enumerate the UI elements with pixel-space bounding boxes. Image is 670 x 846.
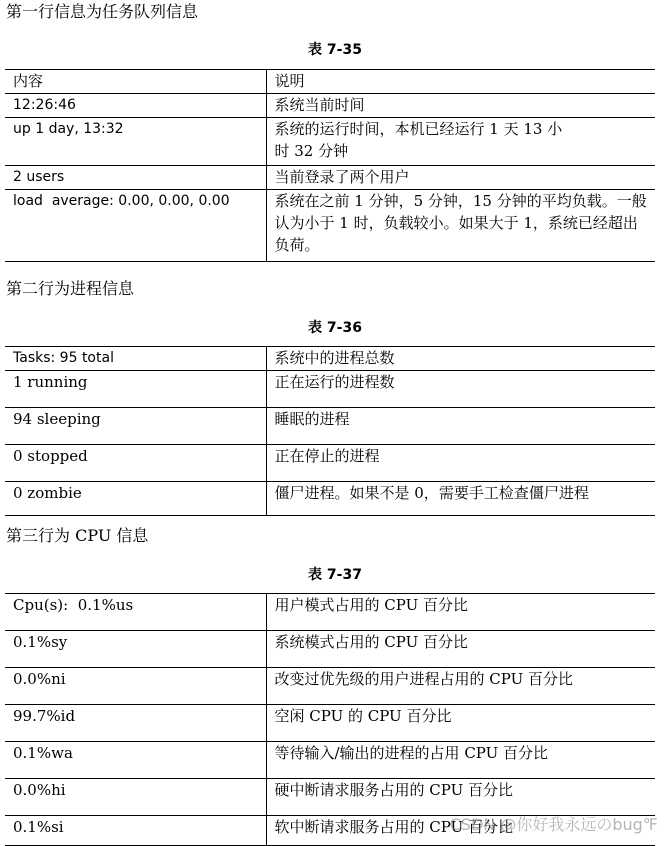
table-row xyxy=(5,445,655,482)
table-cell-key: 0.0%ni xyxy=(5,668,266,705)
table-cell-key: 94 sleeping xyxy=(5,408,266,445)
table-row xyxy=(5,482,655,516)
table-cell-key: Cpu(s): 0.1%us xyxy=(5,594,266,631)
table-cell-key: 0.1%wa xyxy=(5,742,266,779)
table-cell-value: 正在运行的进程数 xyxy=(266,371,655,408)
table-cell-key: 12:26:46 xyxy=(5,94,266,118)
table-cell-value: 硬中断请求服务占用的 CPU 百分比 xyxy=(266,779,655,816)
table-7-36 xyxy=(5,346,655,516)
table-caption-7-35: 表 7-35 xyxy=(308,42,362,58)
table-cell-key: 0 zombie xyxy=(5,482,266,516)
watermark: CSDN @你好我永远のbug℉ xyxy=(449,815,658,834)
table-row xyxy=(5,118,655,166)
table-cell-key: 0.1%si xyxy=(5,816,266,846)
table-cell-key: up 1 day, 13:32 xyxy=(5,118,266,166)
table-cell-value: 正在停止的进程 xyxy=(266,445,655,482)
table-caption-7-37: 表 7-37 xyxy=(308,567,362,583)
table-cell-value: 系统中的进程总数 xyxy=(266,347,655,371)
table-row xyxy=(5,347,655,371)
table-cell-value: 软中断请求服务占用的 CPU 百分比 xyxy=(266,816,655,846)
table-cell-key: load average: 0.00, 0.00, 0.00 xyxy=(5,190,266,262)
table-cell-key: 2 users xyxy=(5,166,266,190)
table-cell-key: 0 stopped xyxy=(5,445,266,482)
table-header-row xyxy=(5,70,655,94)
table-row xyxy=(5,371,655,408)
table-cell-value: 等待输入/输出的进程的占用 CPU 百分比 xyxy=(266,742,655,779)
table-cell-value: 改变过优先级的用户进程占用的 CPU 百分比 xyxy=(266,668,655,705)
table-cell-value: 空闲 CPU 的 CPU 百分比 xyxy=(266,705,655,742)
table-cell-value: 系统在之前 1 分钟，5 分钟，15 分钟的平均负载。一般认为小于 1 时，负载较小。如果大于 1，系统已经超出负荷。 xyxy=(266,190,655,262)
table-cell-value: 用户模式占用的 CPU 百分比 xyxy=(266,594,655,631)
section-heading-cpu: 第三行为 CPU 信息 xyxy=(6,526,149,545)
section-heading-process: 第二行为进程信息 xyxy=(6,279,135,298)
table-row xyxy=(5,779,655,816)
table-cell-value: 系统模式占用的 CPU 百分比 xyxy=(266,631,655,668)
table-row xyxy=(5,668,655,705)
header-cell-description: 说明 xyxy=(266,70,655,94)
table-cell-key: Tasks: 95 total xyxy=(5,347,266,371)
table-cell-value: 系统当前时间 xyxy=(266,94,655,118)
table-cell-key: 1 running xyxy=(5,371,266,408)
table-cell-key: 0.0%hi xyxy=(5,779,266,816)
table-row xyxy=(5,742,655,779)
table-cell-value: 系统的运行时间，本机已经运行 1 天 13 小时 32 分钟 xyxy=(266,118,655,166)
table-row xyxy=(5,190,655,262)
table-row xyxy=(5,594,655,631)
table-cell-value: 当前登录了两个用户 xyxy=(266,166,655,190)
table-caption-7-36: 表 7-36 xyxy=(308,320,362,336)
table-cell-key: 99.7%id xyxy=(5,705,266,742)
table-row xyxy=(5,631,655,668)
table-row xyxy=(5,94,655,118)
table-7-37 xyxy=(5,593,655,846)
section-heading-task-queue: 第一行信息为任务队列信息 xyxy=(6,2,199,21)
table-cell-key: 0.1%sy xyxy=(5,631,266,668)
table-row xyxy=(5,705,655,742)
table-cell-value: 睡眠的进程 xyxy=(266,408,655,445)
table-row xyxy=(5,166,655,190)
table-row xyxy=(5,408,655,445)
table-cell-value: 僵尸进程。如果不是 0，需要手工检查僵尸进程 xyxy=(266,482,655,516)
header-cell-content: 内容 xyxy=(5,70,266,94)
table-7-35 xyxy=(5,69,655,262)
